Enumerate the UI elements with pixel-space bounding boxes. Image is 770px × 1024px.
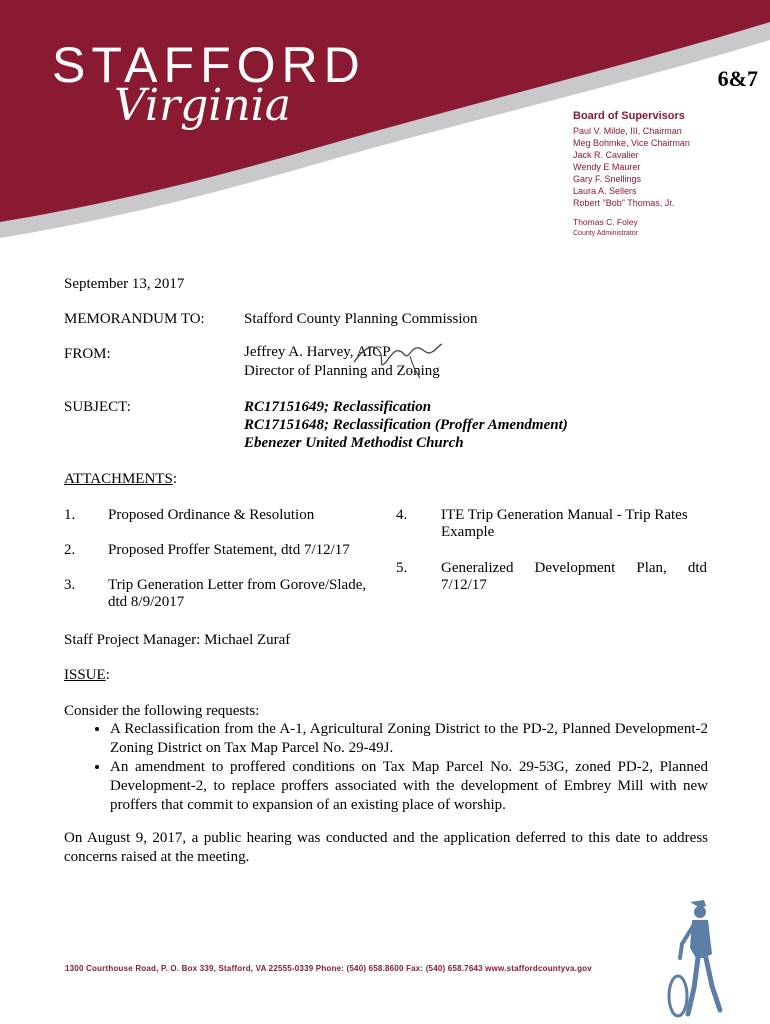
memo-to-label: MEMORANDUM TO: [64,311,205,327]
board-member: Jack R. Cavalier [573,150,639,160]
attachment-text: Generalized Development Plan, dtd 7/12/17 [441,560,707,593]
board-member: Paul V. Milde, III, Chairman [573,126,682,136]
board-of-supervisors [573,110,690,239]
board-member: Gary F. Snellings [573,174,642,184]
logo-stafford: STAFFORD [52,37,366,93]
attachment-number: 4. [396,507,408,523]
memo-subject-line: RC17151648; Reclassification (Proffer Amendment) [244,417,568,433]
page-number: 6&7 [717,66,758,91]
hoop-rolling-figure-icon [660,898,730,1020]
logo-virginia: Virginia [114,80,291,131]
memo-subject-label: SUBJECT: [64,399,131,415]
board-member: Meg Bohmke, Vice Chairman [573,138,690,148]
board-title: Board of Supervisors [573,110,685,122]
attachment-number: 2. [64,542,76,558]
attachment-number: 3. [64,577,76,593]
attachments-heading: ATTACHMENTS: [64,471,177,487]
signature [350,336,446,382]
attachment-text: ITE Trip Generation Manual - Trip Rates Example [441,507,688,540]
memo-from-name: Jeffrey A. Harvey, AICP [244,344,391,360]
request-item: • A Reclassification from the A-1, Agricultural Zoning District to the PD-2, Planned Development-2 Zoning District on Tax Map Parcel No. 29-49J. [110,720,708,758]
administrator-name: Thomas C. Foley [573,217,638,227]
issue-intro: Consider the following requests: [64,703,260,719]
board-member: Wendy E Maurer [573,162,641,172]
board-member: Laura A. Sellers [573,186,637,196]
memo-date: September 13, 2017 [64,276,185,292]
attachment-text: Proposed Proffer Statement, dtd 7/12/17 [108,542,350,558]
attachment-text: Trip Generation Letter from Gorove/Slade, dtd 8/9/2017 [108,577,367,610]
footer-address: 1300 Courthouse Road, P. O. Box 339, Stafford, VA 22555-0339 Phone: (540) 658.8600 Fax: (540) 658.7643 www.staffordcountyva.gov [65,964,592,973]
issue-body [64,703,708,815]
administrator-title: County Administrator [573,230,638,237]
attachment-number: 1. [64,507,76,523]
issue-paragraph: On August 9, 2017, a public hearing was conducted and the application deferred to this date to address concerns raised at the meeting. [64,830,708,865]
memo-from-title: Director of Planning and Zoning [244,363,440,379]
memo-to-value: Stafford County Planning Commission [244,311,478,327]
attachment-text: Proposed Ordinance & Resolution [108,507,315,523]
memo-from-label: FROM: [64,346,111,362]
memo-subject-line: Ebenezer United Methodist Church [244,435,464,451]
request-item: • An amendment to proffered conditions on Tax Map Parcel No. 29-53G, zoned PD-2, Planned Development-2, to replace proffers associated with the development of Embrey Mill with new proffers that commit to expansion of an existing place of worship. [110,758,708,815]
memo-subject-line: RC17151649; Reclassification [244,399,432,415]
board-member: Robert "Bob" Thomas, Jr. [573,198,675,208]
issue-heading: ISSUE: [64,667,110,683]
attachment-number: 5. [396,560,408,576]
staff-project-manager: Staff Project Manager: Michael Zuraf [64,632,291,648]
